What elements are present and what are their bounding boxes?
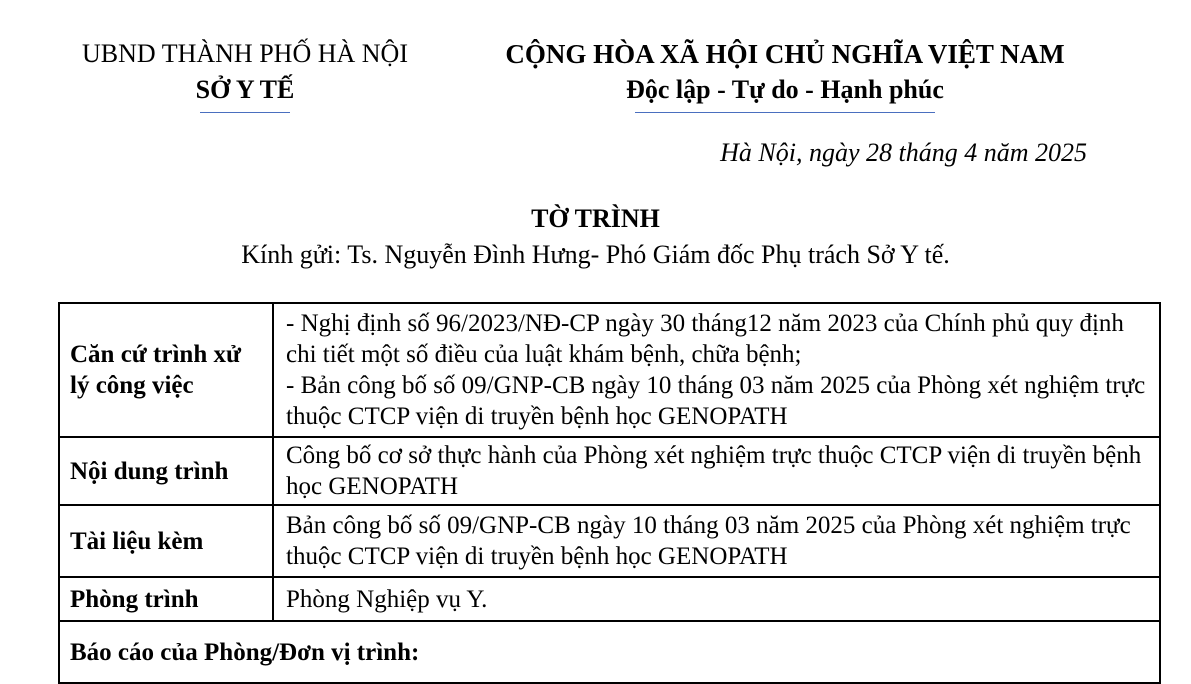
city-committee-name: UBND THÀNH PHỐ HÀ NỘI	[82, 39, 408, 68]
submitting-dept-label: Phòng trình	[59, 577, 273, 621]
document-title: TỜ TRÌNH	[531, 204, 660, 233]
table-row-submitting-dept	[59, 577, 1160, 621]
recipient-line: Kính gửi: Ts. Nguyễn Đình Hưng- Phó Giám đốc Phụ trách Sở Y tế.	[241, 240, 950, 269]
content-label: Nội dung trình	[59, 437, 273, 505]
motto-underline	[635, 112, 935, 113]
department-name: SỞ Y TẾ	[195, 75, 295, 104]
national-motto: Độc lập - Tự do - Hạnh phúc	[626, 75, 944, 104]
basis-announcement-line: - Bản công bố số 09/GNP-CB ngày 10 tháng 03 năm 2025 của Phòng xét nghiệm trực thuộc CTCP viện di truyền bệnh học GENOPATH	[286, 372, 1146, 430]
table-row-report	[59, 621, 1160, 683]
department-underline	[200, 112, 290, 113]
submission-table	[58, 302, 1161, 684]
attachments-label: Tài liệu kèm	[59, 505, 273, 577]
content-value: Công bố cơ sở thực hành của Phòng xét nghiệm trực thuộc CTCP viện di truyền bệnh học GENOPATH	[273, 437, 1160, 505]
table-row-attachments	[59, 505, 1160, 577]
basis-decree-line: - Nghị định số 96/2023/NĐ-CP ngày 30 tháng12 năm 2023 của Chính phủ quy định chi tiết một số điều của luật khám bệnh, chữa bệnh;	[286, 310, 1124, 368]
national-title: CỘNG HÒA XÃ HỘI CHỦ NGHĨA VIỆT NAM	[505, 39, 1065, 69]
date-line: Hà Nội, ngày 28 tháng 4 năm 2025	[720, 138, 1087, 167]
issuing-authority-block	[40, 36, 450, 113]
basis-label: Căn cứ trình xử lý công việc	[59, 303, 273, 437]
basis-value	[273, 303, 1160, 437]
report-label: Báo cáo của Phòng/Đơn vị trình:	[59, 621, 1160, 683]
table-row-content	[59, 437, 1160, 505]
submitting-dept-value: Phòng Nghiệp vụ Y.	[273, 577, 1160, 621]
attachments-value: Bản công bố số 09/GNP-CB ngày 10 tháng 03 năm 2025 của Phòng xét nghiệm trực thuộc CTCP viện di truyền bệnh học GENOPATH	[273, 505, 1160, 577]
national-heading-block	[470, 36, 1100, 113]
table-row-basis	[59, 303, 1160, 437]
